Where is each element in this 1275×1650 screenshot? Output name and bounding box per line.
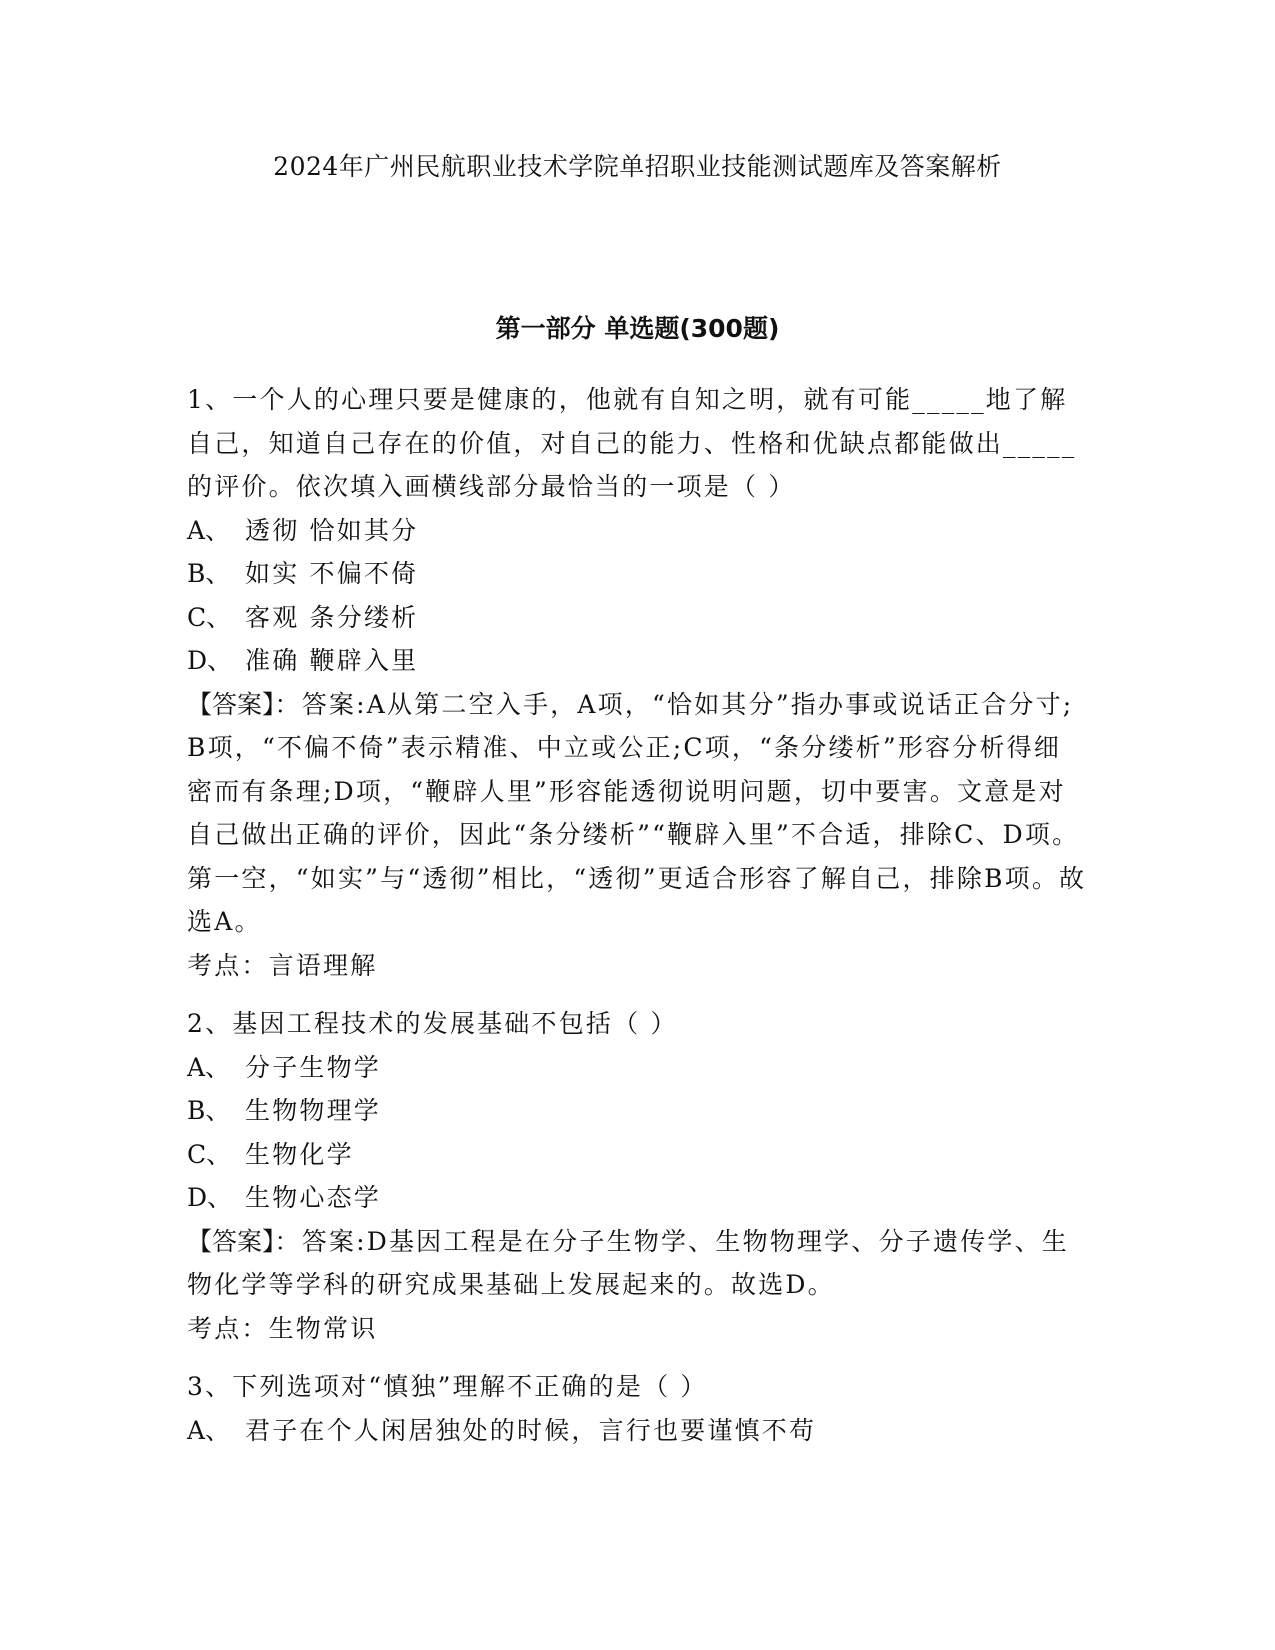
option-label: D、 — [187, 1183, 233, 1212]
option-b — [187, 1089, 1087, 1133]
answer-explanation — [187, 1220, 1087, 1307]
option-label: A、 — [187, 1415, 231, 1445]
answer-text: ：答案:D基因工程是在分子生物学、生物物理学、分子遗传学、生物化学等学科的研究成果基础上发展起来的。故选D。 — [187, 1226, 1069, 1299]
option-a — [187, 1046, 1087, 1090]
topic-note: 考点：言语理解 — [187, 950, 378, 980]
question-stem: 1、一个人的心理只要是健康的，他就有自知之明，就有可能_____地了解自己，知道自己存在的价值，对自己的能力、性格和优缺点都能做出_____的评价。依次填入画横线部分最恰当的一项是（ ） — [187, 385, 1077, 501]
option-text: 生物物理学 — [245, 1096, 382, 1125]
option-text: 如实 不偏不倚 — [245, 559, 419, 588]
question-3 — [187, 1365, 1087, 1452]
option-label: C、 — [187, 1139, 232, 1169]
option-label: A、 — [187, 515, 231, 545]
question-stem: 2、基因工程技术的发展基础不包括（ ） — [187, 1009, 678, 1038]
option-c — [187, 1133, 1087, 1177]
question-list — [187, 378, 1087, 1467]
option-d — [187, 639, 1087, 683]
option-label: A、 — [187, 1052, 231, 1082]
answer-tag: 【答案】 — [187, 1226, 275, 1256]
option-a — [187, 1409, 1087, 1453]
option-text: 生物化学 — [245, 1139, 354, 1169]
option-c — [187, 596, 1087, 640]
option-b — [187, 552, 1087, 596]
option-text: 准确 鞭辟入里 — [245, 646, 419, 675]
option-a — [187, 509, 1087, 553]
question-stem: 3、下列选项对“慎独”理解不正确的是（ ） — [187, 1372, 708, 1401]
option-text: 分子生物学 — [245, 1052, 382, 1082]
question-2 — [187, 1002, 1087, 1350]
option-text: 君子在个人闲居独处的时候，言行也要谨慎不苟 — [245, 1415, 817, 1445]
option-d — [187, 1176, 1087, 1220]
option-label: B、 — [187, 1096, 231, 1125]
option-label: D、 — [187, 646, 233, 675]
option-label: C、 — [187, 602, 232, 632]
option-text: 客观 条分缕析 — [245, 602, 419, 632]
option-label: B、 — [187, 559, 231, 588]
section-title: 第一部分 单选题(300题) — [495, 314, 780, 343]
answer-explanation — [187, 683, 1087, 944]
option-text: 透彻 恰如其分 — [245, 515, 419, 545]
document-title: 2024年广州民航职业技术学院单招职业技能测试题库及答案解析 — [273, 152, 1002, 181]
option-text: 生物心态学 — [245, 1183, 382, 1212]
topic-note: 考点：生物常识 — [187, 1313, 378, 1343]
question-1 — [187, 378, 1087, 987]
answer-text: ：答案:A从第二空入手，A项，“恰如其分”指办事或说话正合分寸;B项，“不偏不倚”表示精准、中立或公正;C项，“条分缕析”形容分析得细密而有条理;D项，“鞭辟人里”形容能透彻说明问题，切中要害。文意是对自己做出正确的评价，因此“条分缕析”“鞭辟入里”不合适，排除C、D项。第一空，“如实”与“透彻”相比，“透彻”更适合形容了解自己，排除B项。故选A。 — [187, 689, 1087, 936]
answer-tag: 【答案】 — [187, 689, 275, 719]
